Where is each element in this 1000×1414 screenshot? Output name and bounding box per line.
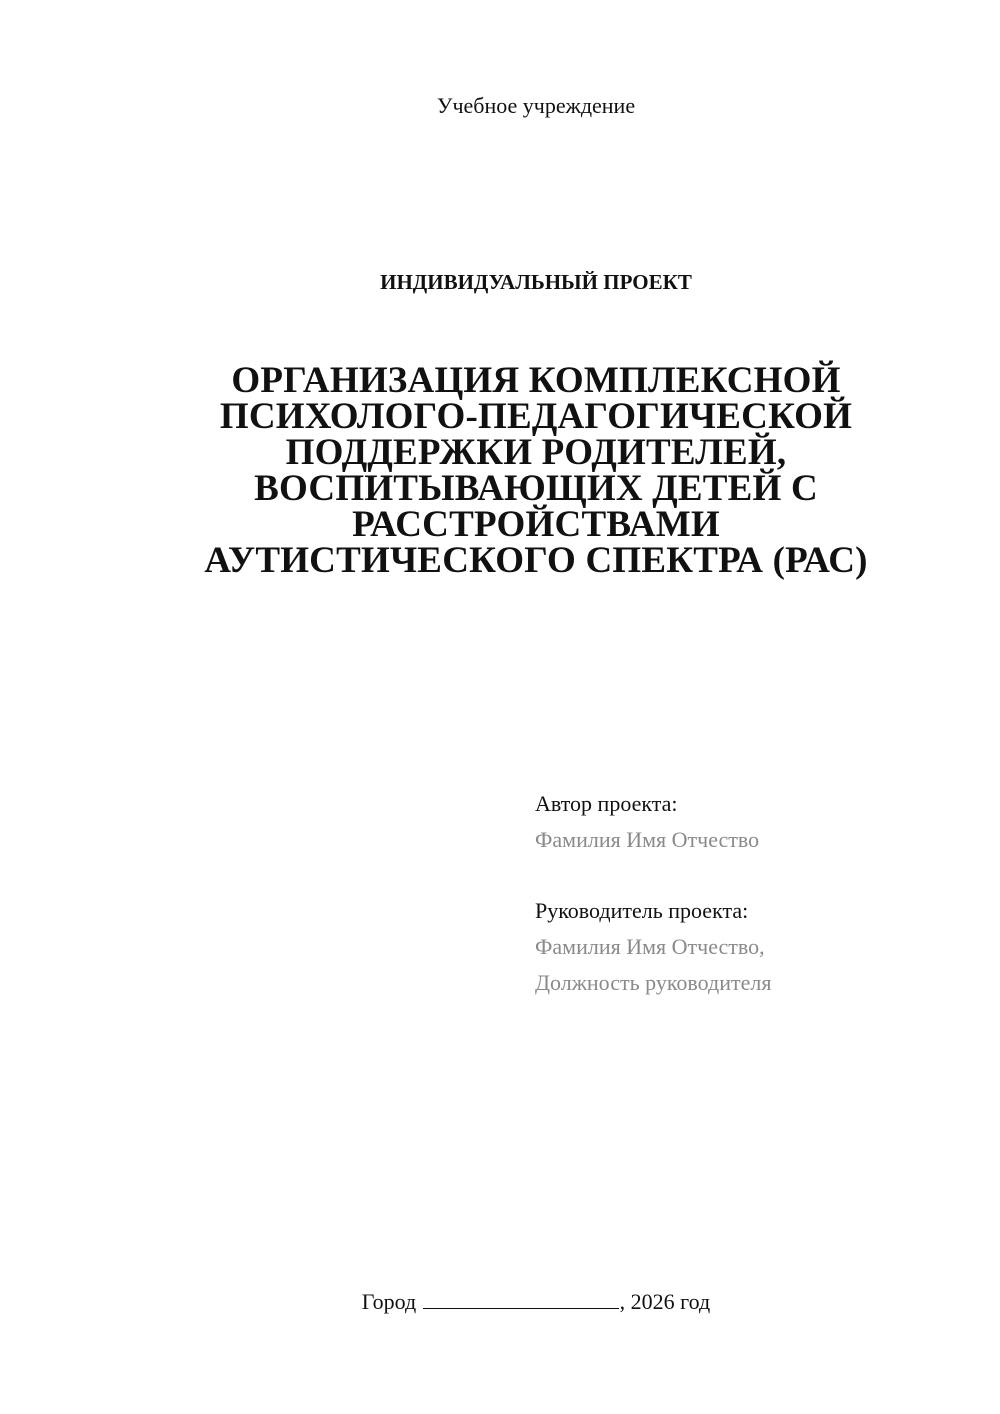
city-label: Город xyxy=(361,1289,417,1314)
year-text: , 2026 год xyxy=(619,1289,711,1314)
project-title xyxy=(160,360,912,581)
title-line: РАССТРОЙСТВАМИ xyxy=(352,504,720,545)
supervisor-block xyxy=(535,893,975,1001)
title-line: ПСИХОЛОГО-ПЕДАГОГИЧЕСКОЙ xyxy=(219,396,853,437)
supervisor-label: Руководитель проекта: xyxy=(535,898,749,923)
title-line: ПОДДЕРЖКИ РОДИТЕЛЕЙ, xyxy=(285,432,787,473)
author-block xyxy=(535,786,975,858)
supervisor-name: Фамилия Имя Отчество, xyxy=(535,934,765,959)
footer-city-year xyxy=(0,1287,1000,1317)
city-blank-line xyxy=(423,1288,619,1309)
title-line: ВОСПИТЫВАЮЩИХ ДЕТЕЙ С xyxy=(254,468,818,509)
institution-name: Учебное учреждение xyxy=(436,93,636,118)
supervisor-position: Должность руководителя xyxy=(535,970,772,995)
author-name: Фамилия Имя Отчество xyxy=(535,827,760,852)
title-line: АУТИСТИЧЕСКОГО СПЕКТРА (РАС) xyxy=(204,540,868,581)
document-type-heading: ИНДИВИДУАЛЬНЫЙ ПРОЕКТ xyxy=(380,270,692,294)
title-line: ОРГАНИЗАЦИЯ КОМПЛЕКСНОЙ xyxy=(231,360,841,401)
author-label: Автор проекта: xyxy=(535,791,678,816)
